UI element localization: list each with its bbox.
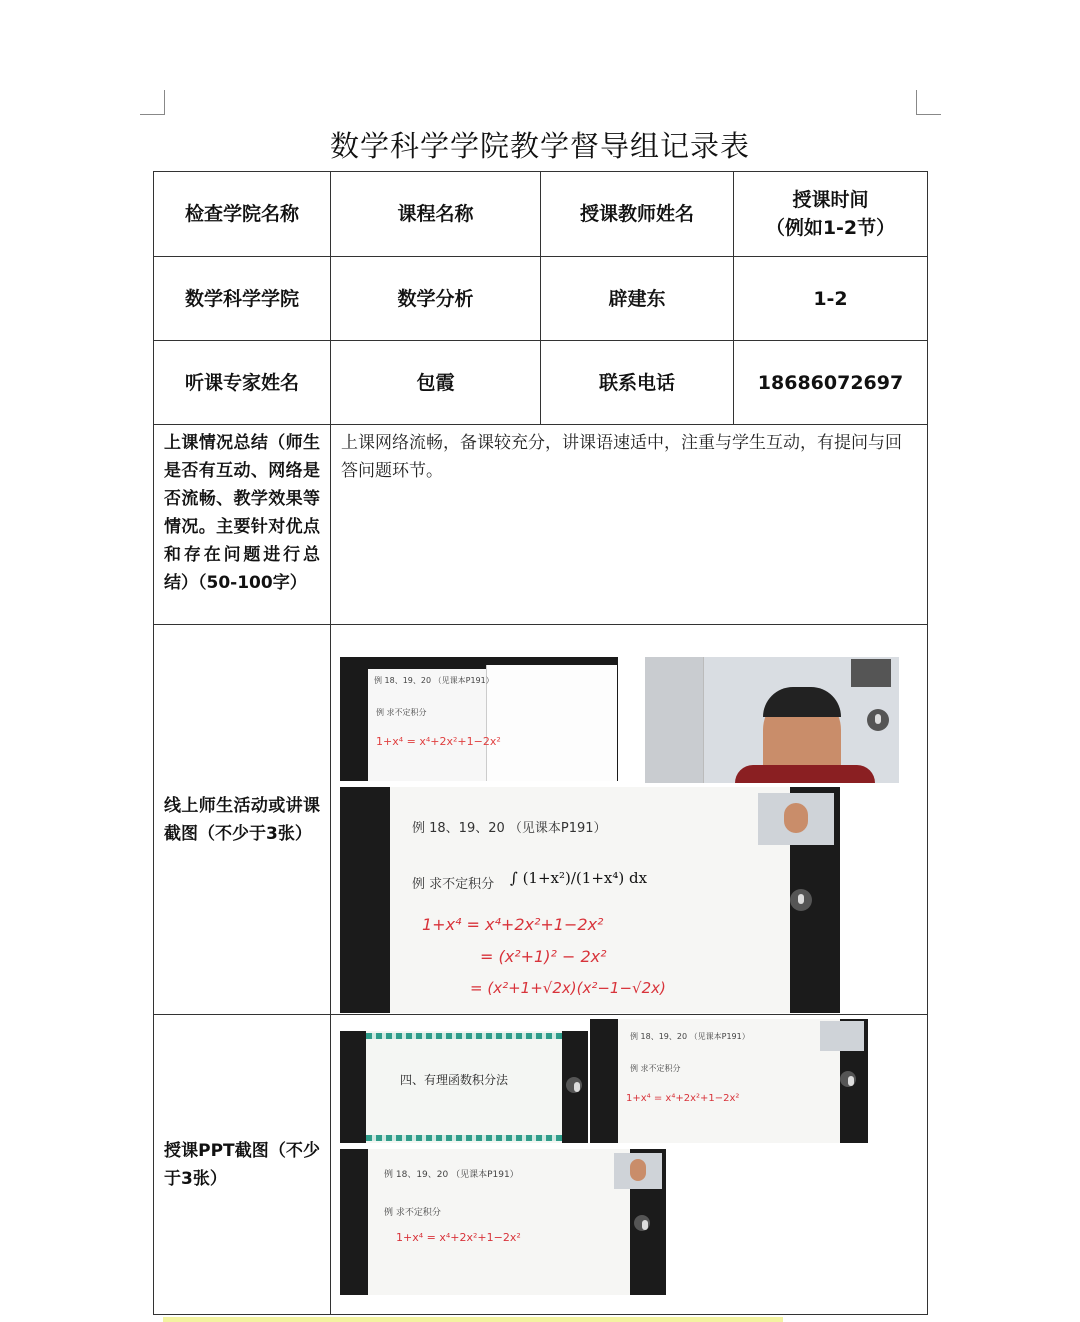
screenshot-image [340,657,618,781]
ppt-slide-title: 四、有理函数积分法 [400,1073,509,1087]
screenshots-row [154,625,928,1015]
example-heading: 例 18、19、20 （见课本P191） [412,821,607,836]
example-heading-small: 例 18、19、20 （见课本P191） [630,1032,750,1041]
mic-icon [566,1077,582,1093]
course-value: 数学分析 [331,257,541,341]
ppt-cell [331,1015,928,1315]
screenshots-cell [331,625,928,1015]
summary-text: 上课网络流畅，备课较充分，讲课语速适中，注重与学生互动，有提问与回答问题环节。 [331,425,928,625]
phone-label: 联系电话 [541,341,734,425]
mic-icon [867,709,889,731]
handwriting-small: 1+x⁴ = x⁴+2x²+1−2x² [376,735,501,748]
example-prompt-small: 例 求不定积分 [376,708,427,717]
mic-icon [634,1215,650,1231]
handwriting-small: 1+x⁴ = x⁴+2x²+1−2x² [626,1093,740,1104]
summary-row [154,425,928,625]
example-prompt-small: 例 求不定积分 [384,1208,441,1218]
mic-icon [790,889,812,911]
screenshots-label: 线上师生活动或讲课截图（不少于3张） [154,625,331,1015]
screenshot-image [645,657,899,783]
handwriting-line2: = (x²+1)² − 2x² [480,947,607,966]
time-value: 1-2 [734,257,928,341]
document-title: 数学科学学院教学督导组记录表 [329,129,750,163]
summary-label: 上课情况总结（师生是否有互动、网络是否流畅、教学效果等情况。主要针对优点和存在问题进行总结）（50-100字） [154,425,331,625]
header-course: 课程名称 [331,172,541,257]
teacher-value: 辟建东 [541,257,734,341]
mic-icon [840,1071,856,1087]
header-time-line1: 授课时间 [792,189,869,211]
handwriting-line3: = (x²+1+√2x)(x²−1−√2x) [470,979,666,997]
example-prompt-small: 例 求不定积分 [630,1064,681,1073]
college-value: 数学科学学院 [154,257,331,341]
handwriting-small: 1+x⁴ = x⁴+2x²+1−2x² [396,1231,521,1244]
header-college: 检查学院名称 [154,172,331,257]
highlight-strip [163,1317,783,1322]
expert-label: 听课专家姓名 [154,341,331,425]
handwriting-line1: 1+x⁴ = x⁴+2x²+1−2x² [422,915,604,934]
ppt-row [154,1015,928,1315]
header-time-line2: （例如1-2节） [765,217,896,239]
integral-expression: ∫ (1+x²)/(1+x⁴) dx [510,869,648,887]
example-heading-small: 例 18、19、20 （见课本P191） [374,676,494,685]
teacher-thumbnail [758,793,834,845]
example-prompt: 例 求不定积分 [412,877,495,892]
example-heading-small: 例 18、19、20 （见课本P191） [384,1170,519,1180]
page-corner-mark-left [140,90,165,115]
table-row [154,341,928,425]
teacher-thumbnail [614,1153,662,1189]
header-teacher: 授课教师姓名 [541,172,734,257]
screenshot-image [340,787,840,1013]
table-row [154,257,928,341]
record-table [153,171,928,1315]
ppt-label: 授课PPT截图（不少于3张） [154,1015,331,1315]
header-time [734,172,928,257]
ppt-screenshot [340,1031,588,1143]
ppt-screenshot [590,1019,868,1143]
page-corner-mark-right [916,90,941,115]
expert-value: 包霞 [331,341,541,425]
ppt-screenshot [340,1149,666,1295]
table-header-row [154,172,928,257]
phone-value: 18686072697 [734,341,928,425]
